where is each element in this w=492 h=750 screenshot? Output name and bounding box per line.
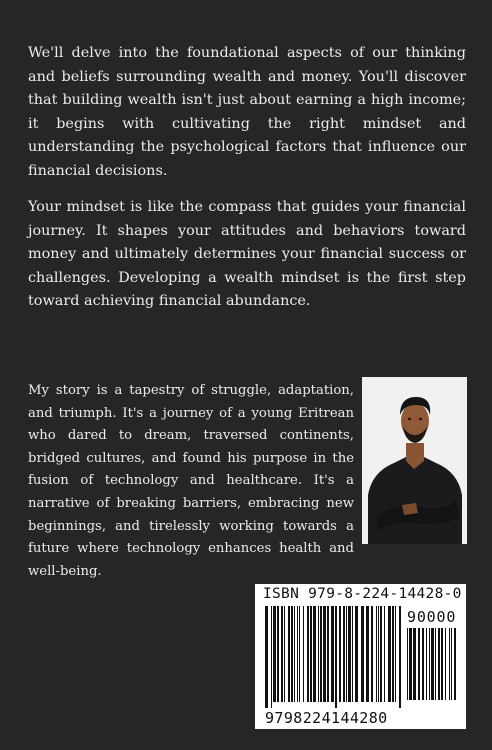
barcode-bar [352,606,353,702]
barcode-bar [277,606,279,702]
main-barcode-bars [265,606,403,708]
barcode-bar [307,606,309,702]
barcode-bar [392,606,394,702]
barcode-bar [376,606,377,702]
intro-paragraph: We'll delve into the foundational aspects of our thinking and beliefs surrounding wealth and money. You'll discover that building wealth isn't just about earning a high income; it begins with cultivating the right mindset and understanding the psychological factors that influence our financial decisions. [28,45,466,179]
barcode-bar [395,606,396,702]
barcode-bar [426,628,427,700]
barcode-bar [273,606,276,702]
mindset-paragraph: Your mindset is like the compass that guides your financial journey. It shapes your attitudes and behaviors toward money and ultimately determines your financial success or challenges. Developing a wealth mindset is the first step toward achieving financial abundance. [28,199,466,310]
barcode-bar [441,628,443,700]
barcode-digits: 9798224144280 [265,709,388,727]
barcode-bar [313,606,316,702]
barcode-bar [288,606,290,702]
barcode-bar [445,628,446,700]
barcode-bar [371,606,373,702]
barcode-bar [299,606,300,702]
barcode-bar [418,628,420,700]
barcode-bar [331,606,334,702]
barcode-bar [284,606,285,702]
barcode-bar [297,606,298,702]
addon-barcode-bars [407,628,459,706]
barcode-bar [271,606,272,708]
barcode-bar [335,606,337,708]
barcode-bar [318,606,319,702]
barcode-bar [310,606,312,702]
barcode-bar [422,628,424,700]
barcode-bar [378,606,379,702]
barcode-bar [294,606,295,702]
barcode-bar [355,606,358,702]
barcode-bar [449,628,450,700]
barcode-bar [413,628,416,700]
barcode-bar [435,628,436,700]
barcode-bar [361,606,364,702]
barcode-bar [407,628,408,700]
barcode-bar [339,606,341,702]
author-photo [362,377,467,544]
barcode-bar [454,628,456,700]
barcode-bar [409,628,412,700]
barcode-bar [366,606,369,702]
barcode-bar [384,606,385,702]
barcode-bar [291,606,293,702]
barcode-bar [265,606,268,708]
barcode-bar [281,606,283,702]
isbn-label: ISBN 979-8-224-14428-0 [263,586,462,602]
barcode-bar [431,628,434,700]
barcode-bar [346,606,347,702]
barcode-bar [388,606,391,702]
barcode-bar [438,628,440,700]
barcode-bar [343,606,345,702]
isbn-barcode [255,584,466,729]
barcode-bar [429,628,430,700]
price-code: 90000 [407,608,457,626]
barcode-bar [327,606,329,702]
barcode-bar [380,606,382,702]
author-bio: My story is a tapestry of struggle, adaptation, and triumph. It's a journey of a young Eritrean who dared to dream, traversed continents, bridged cultures, and found his purpose in the fusion of technology and healthcare. It's a narrative of breaking barriers, embracing new beginnings, and tirelessly working towards a future where technology enhances health and well-being. [28,383,354,579]
barcode-bar [399,606,401,708]
barcode-bar [303,606,304,702]
barcode-bar [348,606,351,702]
barcode-bar [320,606,322,702]
barcode-bar [451,628,452,700]
barcode-bar [323,606,326,702]
